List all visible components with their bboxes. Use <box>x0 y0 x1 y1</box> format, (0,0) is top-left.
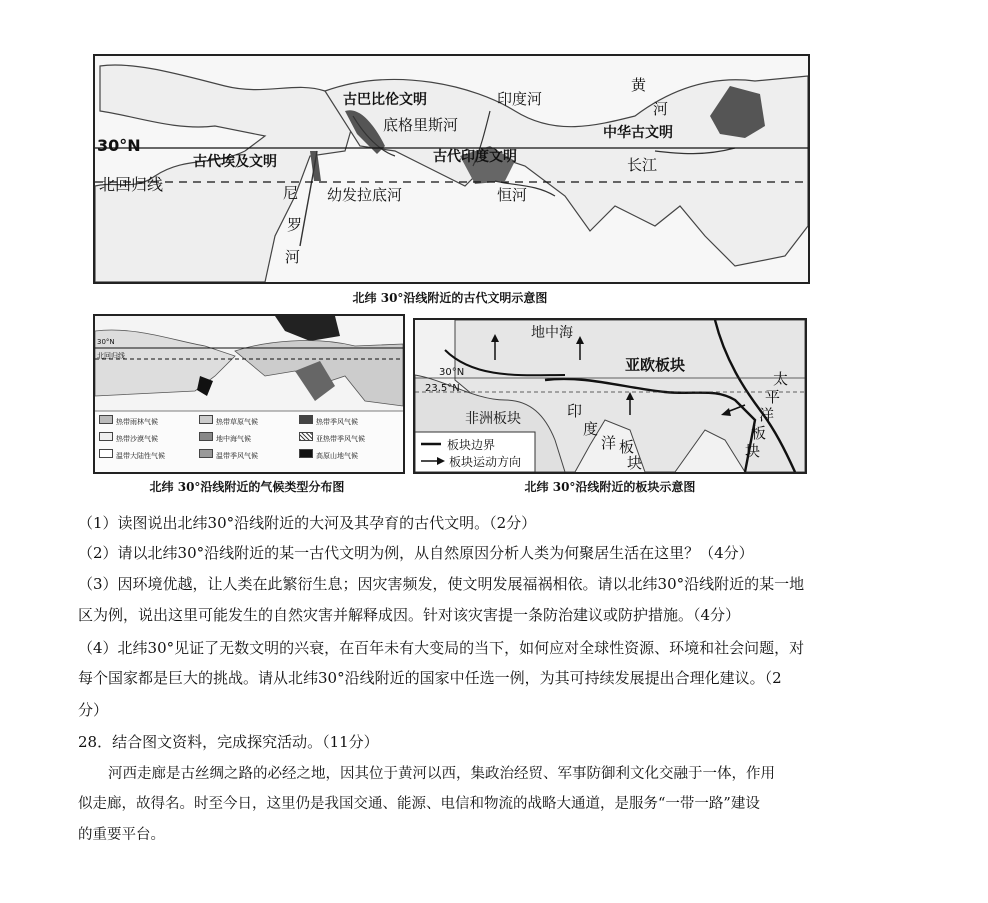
pacific-plate-label-4: 板 <box>751 424 767 442</box>
legend-item: 温带季风气候 <box>199 449 299 461</box>
euphrates-label: 幼发拉底河 <box>327 186 403 204</box>
india-plate-label-3: 洋 <box>601 434 617 452</box>
section-28-title: 28．结合图文资料，完成探究活动。（11分） <box>78 733 379 751</box>
plate-map <box>413 318 807 474</box>
india-plate-label-5: 块 <box>627 454 643 472</box>
climate-map <box>93 314 405 474</box>
india-civilization-label: 古代印度文明 <box>433 149 517 165</box>
egypt-civilization-label: 古代埃及文明 <box>193 154 277 170</box>
top-map-caption: 北纬 30°沿线附近的古代文明示意图 <box>352 291 548 305</box>
yellow-river-label-2: 河 <box>653 100 669 118</box>
yangtze-label: 长江 <box>627 156 658 174</box>
question-4-line-1: （4）北纬30°见证了无数文明的兴衰，在百年未有大变局的当下，如何应对全球性资源、环境和社会问题，对 <box>78 639 805 657</box>
tigris-label: 底格里斯河 <box>383 116 459 134</box>
legend-item: 温带大陆性气候 <box>99 449 199 461</box>
china-civilization-label: 中华古文明 <box>603 125 673 141</box>
legend-item: 地中海气候 <box>199 432 299 444</box>
indus-label: 印度河 <box>497 90 543 108</box>
pacific-plate-label-5: 块 <box>745 442 761 460</box>
question-3-line-1: （3）因环境优越，让人类在此繁衍生息；因灾害频发，使文明发展福祸相依。请以北纬30°沿线附近的某一地 <box>78 575 805 593</box>
legend-plate-motion: 板块运动方向 <box>449 455 522 469</box>
plate-lat30-label: 30°N <box>439 367 465 378</box>
section-28-paragraph-line-3: 的重要平台。 <box>78 827 165 843</box>
climate-tropic-label: 北回归线 <box>97 352 125 360</box>
section-28-paragraph-line-1: 河西走廊是古丝绸之路的必经之地，因其位于黄河以西，集政治经贸、军事防御利文化交融于一体，作用 <box>108 766 775 782</box>
india-plate-label-4: 板 <box>619 438 635 456</box>
india-plate-label-2: 度 <box>583 420 599 438</box>
legend-item: 热带草原气候 <box>199 415 299 427</box>
plate-lat23-label: 23.5°N <box>425 383 460 394</box>
climate-map-caption: 北纬 30°沿线附近的气候类型分布图 <box>149 480 345 494</box>
legend-plate-border: 板块边界 <box>447 438 496 452</box>
eurasia-plate-label: 亚欧板块 <box>625 356 686 374</box>
question-3-line-2: 区为例，说出这里可能发生的自然灾害并解释成因。针对该灾害提一条防治建议或防护措施。（4分） <box>78 606 741 624</box>
legend-item: 亚热带季风气候 <box>299 432 399 444</box>
nile-label-1: 尼 <box>283 184 299 202</box>
plate-map-caption: 北纬 30°沿线附近的板块示意图 <box>524 480 696 494</box>
lat30-label: 30°N <box>97 136 141 155</box>
pacific-plate-label-1: 太 <box>773 370 789 388</box>
question-4-line-3: 分） <box>78 701 109 719</box>
ganges-label: 恒河 <box>497 186 528 204</box>
yellow-river-label-1: 黄 <box>631 76 647 94</box>
question-1: （1）读图说出北纬30°沿线附近的大河及其孕育的古代文明。（2分） <box>78 514 537 532</box>
legend-item: 热带沙漠气候 <box>99 432 199 444</box>
climate-lat30-label: 30°N <box>97 338 115 346</box>
med-label: 地中海 <box>531 325 573 341</box>
tropic-label: 北回归线 <box>99 175 164 194</box>
question-4-line-2: 每个国家都是巨大的挑战。请从北纬30°沿线附近的国家中任选一例，为其可持续发展提出合理化建议。（2 <box>78 669 782 687</box>
legend-item: 热带季风气候 <box>299 415 399 427</box>
question-2: （2）请以北纬30°沿线附近的某一古代文明为例，从自然原因分析人类为何聚居生活在这里？（4分） <box>78 544 754 562</box>
babylon-label: 古巴比伦文明 <box>343 92 427 108</box>
legend-item: 热带雨林气候 <box>99 415 199 427</box>
africa-plate-label: 非洲板块 <box>465 411 521 427</box>
climate-legend <box>99 415 399 461</box>
pacific-plate-label-3: 洋 <box>759 406 775 424</box>
nile-label-3: 河 <box>285 248 301 266</box>
india-plate-label-1: 印 <box>567 402 583 420</box>
section-28-paragraph-line-2: 似走廊，故得名。时至今日，这里仍是我国交通、能源、电信和物流的战略大通道，是服务“一带一路”建设 <box>78 796 760 812</box>
pacific-plate-label-2: 平 <box>765 388 781 406</box>
legend-item: 高原山地气候 <box>299 449 399 461</box>
ancient-civilizations-map <box>93 54 810 284</box>
nile-label-2: 罗 <box>287 216 303 234</box>
